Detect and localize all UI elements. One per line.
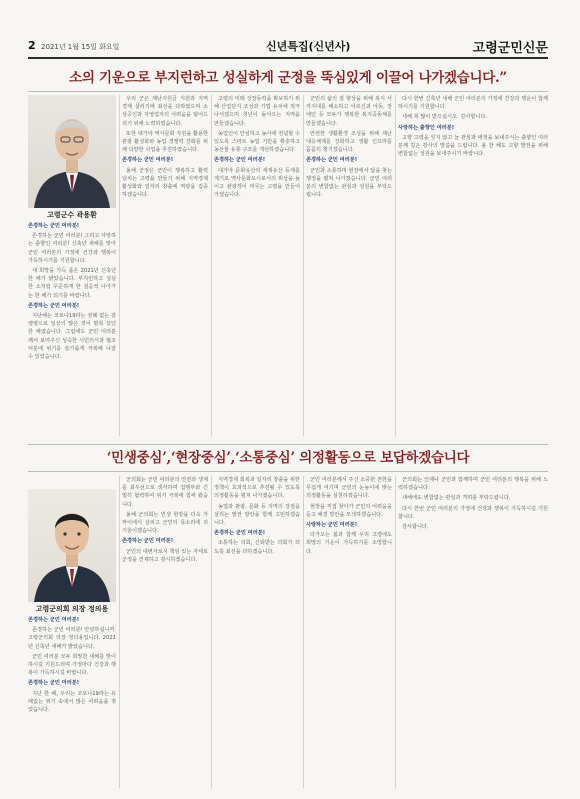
paragraph: 소통하는 의회, 신뢰받는 의회가 되도록 최선을 다하겠습니다. bbox=[214, 540, 300, 555]
article1-column-4 bbox=[306, 95, 392, 436]
paragraph: 군민의 삶의 질 향상을 위해 복지 사각지대를 해소하고 어르신과 아동, 장애인 등 모두가 행복한 복지공동체를 만들겠습니다. bbox=[306, 96, 392, 127]
paragraph: 새해 복 많이 받으십시오. 감사합니다. bbox=[402, 114, 488, 121]
subheading: 존경하는 군민 여러분! bbox=[214, 530, 266, 537]
subheading: 존경하는 군민 여러분! bbox=[122, 538, 174, 545]
article1-column-2 bbox=[122, 95, 208, 436]
paragraph: 또한 대가야 역사문화 자원을 활용한 관광 활성화와 농업 경쟁력 강화를 위해 다양한 사업을 추진하였습니다. bbox=[122, 130, 208, 154]
article2-column-2 bbox=[122, 476, 208, 788]
column-divider bbox=[119, 95, 120, 436]
article2-column-5 bbox=[398, 476, 548, 788]
subheading: 존경하는 군민 여러분! bbox=[306, 157, 358, 164]
paragraph: 존경하는 군민 여러분! 안녕하십니까. 고령군의회 의장 정의용입니다. 2021년 신축년 새해가 밝았습니다. bbox=[28, 627, 116, 650]
issue-date: 2021년 1월 15일 화요일 bbox=[41, 43, 120, 51]
column-divider bbox=[211, 95, 212, 436]
paragraph: 지난해는 코로나19라는 전례 없는 감염병으로 일상의 많은 것이 멈춰 섰던 한 해였습니다. 그럼에도 군민 여러분께서 보여주신 성숙한 시민의식과 협조 덕분에 위기를 슬기롭게 극복해 나갈 수 있었습니다. bbox=[28, 313, 116, 361]
article2-column-4 bbox=[306, 476, 392, 788]
paragraph: 군민 여러분께서 주신 소중한 권한을 무겁게 여기며 군민의 눈높이에 맞는 의정활동을 실천하겠습니다. bbox=[306, 477, 392, 500]
paragraph: 군민 여러분 모두 희망찬 새해를 맞이하시길 기원드리며 가정마다 건강과 행복이 가득하시길 바랍니다. bbox=[28, 653, 116, 677]
subheading: 사랑하는 출향인 여러분! bbox=[398, 124, 455, 131]
column-divider bbox=[395, 95, 396, 436]
paragraph: 농업과 관광, 문화 등 지역의 강점을 살리는 발전 방안을 함께 고민하겠습니다. bbox=[214, 503, 300, 527]
subheading: 존경하는 군민 여러분! bbox=[28, 302, 80, 309]
paragraph: 군의회는 군민 여러분의 안전과 생계를 최우선으로 생각하며 집행부와 긴밀히 협력하여 위기 극복에 힘써 왔습니다. bbox=[122, 477, 208, 508]
paragraph: 대가야 문화유산의 세계유산 등재를 계기로 역사문화도시로서의 위상을 높이고 관광객이 머무는 고령을 만들어 가겠습니다. bbox=[214, 167, 300, 199]
paragraph: 새 희망을 가득 품은 2021년 신축년 한 해가 밝았습니다. 부지런하고 성실한 소처럼 꾸준하게 한 걸음씩 나아가는 한 해가 되기를 바랍니다. bbox=[28, 268, 116, 299]
paragraph: 지난 한 해, 우리는 코로나19라는 유례없는 위기 속에서 많은 어려움을 겪었습니다. bbox=[28, 690, 116, 714]
paragraph: 군민의 대변자로서 책임 있는 자세로 군정을 견제하고 감시하겠습니다. bbox=[122, 548, 208, 563]
article1-column-5 bbox=[398, 95, 548, 436]
page-number: 2 bbox=[28, 39, 36, 52]
paragraph: 올해 군의회는 민생 현장을 더욱 가까이에서 살피고 군민의 목소리에 귀 기울이겠습니다. bbox=[122, 511, 208, 535]
subheading: 존경하는 군민 여러분! bbox=[28, 617, 80, 623]
column-divider bbox=[395, 476, 396, 788]
paragraph: 지역경제 회복과 일자리 창출을 위한 정책이 효과적으로 추진될 수 있도록 의정활동을 펼쳐 나가겠습니다. bbox=[214, 477, 300, 500]
article2-column-1 bbox=[28, 616, 116, 788]
column-divider bbox=[303, 95, 304, 436]
paragraph: 새해에도 변함없는 관심과 격려를 부탁드립니다. bbox=[402, 495, 511, 502]
paragraph: 현장을 직접 찾아가 군민의 어려움을 듣고 해결 방안을 모색하겠습니다. bbox=[306, 503, 392, 518]
article1-column-1 bbox=[28, 222, 116, 436]
page-header bbox=[28, 37, 548, 59]
subheading: 존경하는 군민 여러분! bbox=[214, 157, 266, 164]
subheading: 사랑하는 군민 여러분! bbox=[306, 522, 358, 529]
article1-column-3 bbox=[214, 95, 300, 436]
paragraph: 안전한 생활환경 조성을 위해 재난 대응체계를 강화하고 생활 인프라를 꼼꼼히 챙기겠습니다. bbox=[306, 130, 392, 154]
paragraph: 올해 군정은 군민이 행복하고 활력 넘치는 고령을 만들기 위해 지역경제 활성화와 일자리 창출에 역량을 집중하겠습니다. bbox=[122, 167, 208, 199]
portrait-photo bbox=[28, 95, 116, 208]
paragraph: 군민과 소통하며 현장에서 답을 찾는 행정을 펼쳐 나가겠습니다. 군민 여러분의 변함없는 관심과 성원을 부탁드립니다. bbox=[306, 167, 392, 199]
newspaper-name: 고령군민신문 bbox=[472, 41, 548, 56]
subheading: 존경하는 군민 여러분! bbox=[28, 680, 80, 687]
paragraph: 감사합니다. bbox=[402, 524, 429, 531]
paragraph: 다시 한번 군민 여러분의 가정에 건강과 행복이 가득하시길 기원합니다. bbox=[398, 505, 548, 520]
paragraph: 농업인이 안심하고 농사에 전념할 수 있도록 스마트 농업 기반을 확충하고 농산물 유통 구조를 개선하겠습니다. bbox=[214, 130, 300, 154]
paragraph: 고향 고령을 잊지 않고 늘 관심과 애정을 보내주시는 출향인 여러분께 깊은 감사의 말씀을 드립니다. 올 한 해도 고향 발전을 위해 변함없는 성원을 보내주시기 바랍니다. bbox=[398, 134, 548, 158]
paragraph: 존경하는 군민 여러분! 그리고 사랑하는 출향인 여러분! 신축년 새해를 맞아 군민 여러분의 가정에 건강과 행복이 가득하시기를 기원합니다. bbox=[28, 233, 116, 264]
column-divider bbox=[119, 476, 120, 788]
article2-column-3 bbox=[214, 476, 300, 788]
paragraph: 군의회는 언제나 군민과 함께하며 군민 여러분의 행복을 위해 노력하겠습니다. bbox=[398, 477, 548, 492]
article2-headline: ‘민생중심’,‘현장중심’,‘소통중심’ 의정활동으로 보답하겠습니다 bbox=[28, 444, 548, 472]
portrait-caption: 고령군의회 의장 정의용 bbox=[35, 605, 109, 613]
portrait-caption: 고령군수 곽용환 bbox=[47, 211, 97, 219]
portrait-photo bbox=[28, 489, 116, 602]
paragraph: 우리 군은 재난지원금 지원과 지역 경제 살리기에 최선을 다하였으며 소상공인과 자영업자의 어려움을 덜어드리기 위해 노력하였습니다. bbox=[122, 96, 208, 127]
subheading: 존경하는 군민 여러분! bbox=[122, 157, 174, 164]
column-divider bbox=[303, 476, 304, 788]
paragraph: 다시 한번 신축년 새해 군민 여러분의 가정에 건강과 행운이 함께하시기를 기원합니다. bbox=[398, 96, 548, 111]
subheading: 존경하는 군민 여러분! bbox=[28, 223, 80, 229]
paragraph: 다가오는 봄과 함께 우리 고령에도 희망의 기운이 가득하기를 소망합니다. bbox=[306, 532, 392, 555]
article1-headline: 소의 기운으로 부지런하고 성실하게 군정을 뚝심있게 이끌어 나가겠습니다.” bbox=[28, 65, 548, 92]
section-title: 신년특집(신년사) bbox=[266, 40, 351, 53]
column-divider bbox=[211, 476, 212, 788]
paragraph: 고령의 미래 성장동력을 확보하기 위해 산업단지 조성과 기업 유치에 적극 나서겠으며 청년이 돌아오는 지역을 만들겠습니다. bbox=[214, 96, 300, 127]
